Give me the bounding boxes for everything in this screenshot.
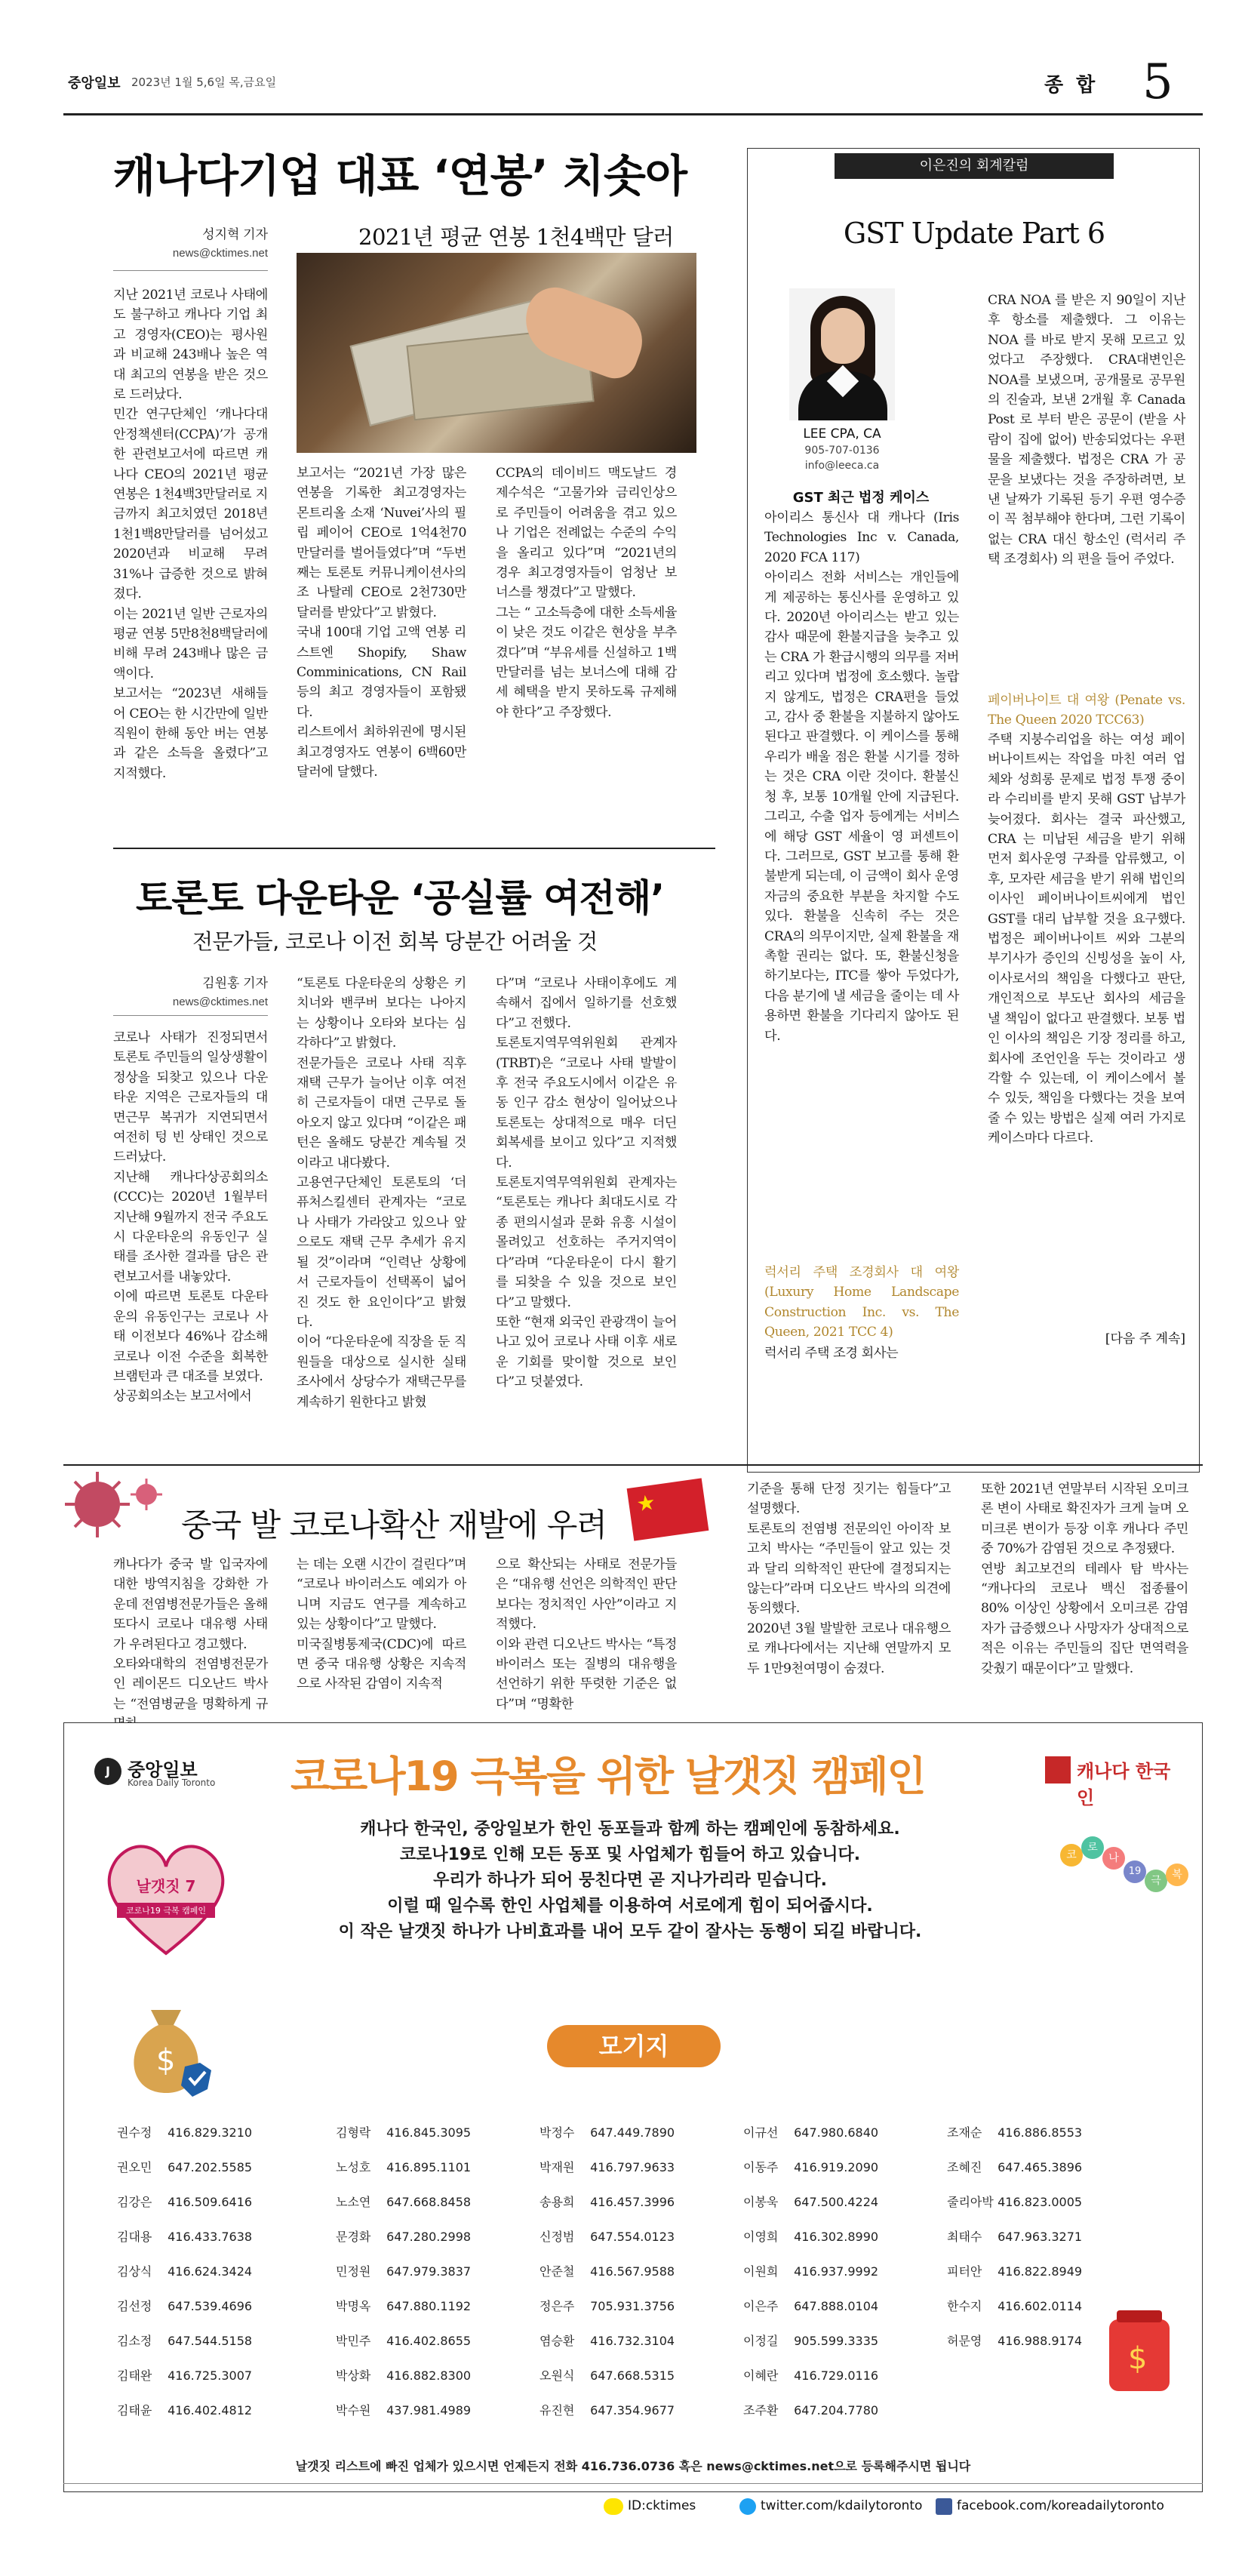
donor-phone: 647.668.8458 xyxy=(386,2195,472,2209)
donor-phone: 647.204.7780 xyxy=(794,2403,879,2418)
svg-text:$: $ xyxy=(1128,2341,1148,2376)
donor-name: 박상화 xyxy=(336,2368,371,2383)
donor-name: 이원희 xyxy=(743,2264,779,2279)
donor-entry xyxy=(743,2227,878,2245)
donor-entry xyxy=(117,2401,252,2418)
donor-phone: 416.602.0114 xyxy=(998,2299,1083,2313)
donor-entry xyxy=(947,2297,1082,2314)
donor-phone: 416.302.8990 xyxy=(794,2230,879,2244)
donor-phone: 416.919.2090 xyxy=(794,2160,879,2174)
side-char: 나 xyxy=(1102,1847,1125,1870)
ad-logo-mark: J xyxy=(94,1758,121,1785)
donor-name: 이봉욱 xyxy=(743,2195,779,2209)
article2-byline-rule xyxy=(113,1015,268,1016)
donor-name: 권수정 xyxy=(117,2125,152,2140)
svg-text:$: $ xyxy=(156,2043,176,2078)
donor-name: 안준철 xyxy=(540,2264,575,2279)
donor-phone: 416.732.3104 xyxy=(590,2334,675,2348)
donor-name: 조주환 xyxy=(743,2403,779,2418)
donor-entry xyxy=(117,2297,252,2314)
donor-entry xyxy=(947,2123,1082,2141)
china-flag-icon xyxy=(627,1478,709,1540)
donor-phone: 647.544.5158 xyxy=(168,2334,253,2348)
donor-name: 박정수 xyxy=(540,2125,575,2140)
donor-phone: 647.202.5585 xyxy=(168,2160,253,2174)
case3-title: 페이버나이트 대 여왕 (Penate vs. The Queen 2020 TCC63) xyxy=(988,693,1185,728)
byline-name: 성지혁 기자 xyxy=(202,227,268,242)
ad-logo-sub: Korea Daily Toronto xyxy=(128,1777,216,1788)
author-phone: 905-707-0136 xyxy=(804,445,880,457)
donor-phone: 705.931.3756 xyxy=(590,2299,675,2313)
campaign-line: 캐나다 한국인, 중앙일보가 한인 동포들과 함께 하는 캠페인에 동참하세요. xyxy=(360,1820,900,1839)
donor-name: 유진현 xyxy=(540,2403,575,2418)
donor-entry xyxy=(947,2158,1082,2175)
facebook-icon xyxy=(936,2498,952,2515)
author-face xyxy=(821,308,865,364)
flag-star: ★ xyxy=(635,1489,657,1517)
campaign-line: 이 작은 날갯짓 하나가 나비효과를 내어 모두 같이 잘사는 동행이 되길 바랍니다. xyxy=(338,1922,922,1941)
twitter-link[interactable]: twitter.com/kdailytoronto xyxy=(761,2498,923,2513)
article1-column-1: 지난 2021년 코로나 사태에도 불구하고 캐나다 기업 최고 경영자(CEO)는 평사원과 비교해 243배나 높은 역대 최고의 연봉을 받은 것으로 드러났다. 민간 연구단체인 ‘캐나다대안정책센터(CCPA)’가 공개한 관련보고서에 따르면 캐나다 CEO의 2021년 평균 연봉은 1천4백3만달러로 지금까지 최고치였던 2018년 1천1백8만달러를 넘어섰고 2020년과 비교해 무려 31%나 급증한 것으로 밝혀졌다. 이는 2021년 일반 근로자의 평균 연봉 5만8천8백달러에 비해 무려 243배나 많은 금액이다. 보고서는 “2023년 새해들어 CEO는 한 시간만에 일반 직원이 한해 동안 버는 연봉과 같은 소득을 올렸다”고 지적했다. xyxy=(113,288,268,781)
campaign-line: 우리가 하나가 되어 뭉친다면 곧 지나가리라 믿습니다. xyxy=(433,1871,827,1890)
donor-phone: 416.433.7638 xyxy=(168,2230,253,2244)
partner-mark xyxy=(1045,1756,1071,1784)
twitter-icon xyxy=(739,2498,756,2515)
masthead xyxy=(63,54,1197,110)
donor-phone: 647.880.1192 xyxy=(386,2299,472,2313)
donor-entry xyxy=(540,2401,675,2418)
donor-phone: 416.988.9174 xyxy=(998,2334,1083,2348)
donor-name: 한수지 xyxy=(947,2299,982,2313)
column-tag: 이은진의 회계칼럼 xyxy=(835,153,1114,179)
article1-byline xyxy=(113,225,268,263)
donor-entry xyxy=(540,2227,675,2245)
heart-badge xyxy=(91,1821,241,1965)
donor-phone: 647.449.7890 xyxy=(590,2125,675,2140)
donor-name: 염승환 xyxy=(540,2334,575,2348)
donor-entry xyxy=(947,2262,1082,2279)
donor-entry xyxy=(947,2227,1082,2245)
donor-phone: 416.725.3007 xyxy=(168,2368,253,2383)
donor-entry xyxy=(540,2158,675,2175)
donor-entry xyxy=(540,2193,675,2210)
footer-rule xyxy=(63,2483,1203,2484)
article3-column-1: 캐나다가 중국 발 입국자에 대한 방역지침을 강화한 가운데 전염병전문가들은 올해 또다시 코로나 대유행 사태가 우려된다고 경고했다. 오타와대학의 전염병전문가인 레이몬드 디오난드 박사는 “전염병균을 명확하게 규 xyxy=(113,1557,268,1712)
article3-headline: 중국 발 코로나확산 재발에 우려 xyxy=(181,1507,607,1543)
donor-name: 송용희 xyxy=(540,2195,575,2209)
donor-name: 이혜란 xyxy=(743,2368,779,2383)
donor-name: 노성호 xyxy=(336,2160,371,2174)
donor-phone: 647.500.4224 xyxy=(794,2195,879,2209)
donor-phone: 647.465.3896 xyxy=(998,2160,1083,2174)
donor-name: 김소정 xyxy=(117,2334,152,2348)
donor-name: 최태수 xyxy=(947,2230,982,2244)
donor-name: 민정원 xyxy=(336,2264,371,2279)
ad-logo xyxy=(94,1753,268,1799)
article2-column-2: “토론토 다운타운의 상황은 키치너와 밴쿠버 보다는 나아지는 상황이나 오타와 보다는 심각하다”고 밝혔다. 전문가들은 코로나 사태 직후 재택 근무가 늘어난 이후 여전히 근로자들이 대면 근무로 돌아오지 않고 있다며 “이같은 패턴은 올해도 당분간 계속될 것이라고 내다봤다. 고용연구단체인 토론토의 ‘더 퓨처스킬센터 관계자는 “코로나 사태가 가라앉고 있으나 앞으로도 재택 근무 추세가 유지될 것”이라며 “인력난 상황에서 근로자들이 선택폭이 넓어진 것도 한 요인이다”고 밝혔다. 이어 “다운타운에 직장을 둔 직원들을 대상으로 실시한 실태조사에서 상당수가 재택근무를 계속하기 원한다고 밝혔 xyxy=(297,976,466,1410)
column-col2-text: CRA NOA 를 받은 지 90일이 지난 후 항소를 제출했다. 그 이유는 NOA 를 바로 받지 못해 모르고 있었다고 주장했다. CRA대변인은 NOA를 보냈으며, 공개물로 공무원의 진술과, 보낸 2개월 후 Canada Post 로 부터 받은 공문이 (받을 사람이 집에 없어) 반송되었다는 우편물을 제출했다. 법정은 CRA 가 공문을 보냈다는 것을 주장하려면, 보낸 날짜가 기록된 등기 우편 영수증이 꼭 첨부해야 한다며, 그런 기록이 없는 CRA 대신 항소인 (럭서리 주택 조경회사) 의 편을 들어 주었다. xyxy=(988,293,1185,568)
article1-column-2: 보고서는 “2021년 가장 많은 연봉을 기록한 최고경영자는 몬트리올 소재 ‘Nuvei’사의 필립 페이어 CEO로 1억4천70만달러를 벌어들였다”며 “두번째는 토론토 커뮤니케이션사의 조 나탈레 CEO로 2천730만달러를 받았다”고 밝혔다. 국내 100대 기업 고액 연봉 리스트엔 Shopify, Shaw Comminications, CN Rail등의 최고 경영자들이 포함됐다. 리스트에서 최하위권에 명시된 최고경영자도 연봉이 6백60만달러에 달했다. xyxy=(297,466,466,780)
column-col1-text: 아이리스 통신사 대 캐나다 (Iris Technologies Inc v. Canada, 2020 FCA 117) 아이리스 전화 서비스는 개인들에게 제공하는 통신사를 운영하고 있다. 2020년 아이리스는 받고 있는 감사 때문에 환불지급을 늦추고 있는 CRA 가 환급시행의 의무를 저버리고 있다며 법정에 호소했다. 놀랍지 않게도, 법정은 CRA편을 들었고, 감사 중 환불을 지불하지 않아도 된다고 판결했다. 이 케이스를 통해 우리가 배울 점은 환불 시기를 정하는 것은 CRA 이란 것이다. 환불신청 후, 보통 10개월 안에 지급된다. 그리고, 수출 업자 등에게는 서비스에 해당 GST 세율이 영 퍼센트이다. 그러므로, GST 보고를 통해 환불받게 되는데, 이 금액이 회사 운영 자금의 중요한 부분을 차지할 수도 있다. 환불을 신속히 주는 것은 CRA의 의무이지만, 실제 환불을 재촉할 권리는 없다. 또, 환불신청을 하기보다는, ITC를 쌓아 두었다가, 다음 분기에 낼 세금을 줄이는 데 사용하면 환불을 기다리지 않아도 된다. xyxy=(764,510,959,1044)
donor-phone: 416.402.8655 xyxy=(386,2334,472,2348)
donor-name: 신정범 xyxy=(540,2230,575,2244)
article1-photo xyxy=(297,253,696,453)
donor-entry xyxy=(743,2123,878,2141)
side-char: 극 xyxy=(1145,1870,1167,1892)
donor-phone: 416.509.6416 xyxy=(168,2195,253,2209)
donor-phone: 647.354.9677 xyxy=(590,2403,675,2418)
article3-column-3: 으로 확산되는 사태로 전문가들은 “대유행 선언은 의학적인 판단보다는 정치적인 사안”이라고 지적했다. 이와 관련 디오난드 박사는 “특정 바이러스 또는 질병의 대유행을 선언하기 위한 뚜렷한 기준은 없다”며 “명확한 xyxy=(496,1557,677,1712)
donor-name: 조재순 xyxy=(947,2125,982,2140)
donor-phone: 647.539.4696 xyxy=(168,2299,253,2313)
donor-phone: 647.980.6840 xyxy=(794,2125,879,2140)
donor-phone: 416.829.3210 xyxy=(168,2125,253,2140)
donor-phone: 647.668.5315 xyxy=(590,2368,675,2383)
donor-name: 이은주 xyxy=(743,2299,779,2313)
side-char: 복 xyxy=(1166,1864,1188,1886)
side-char: 로 xyxy=(1081,1836,1104,1859)
donor-entry xyxy=(117,2158,252,2175)
virus-illustration xyxy=(63,1468,169,1551)
article2-headline: 토론토 다운타운 ‘공실률 여전해’ xyxy=(136,876,665,920)
donor-name: 김태완 xyxy=(117,2368,152,2383)
case2-title: 럭서리 주택 조경회사 대 여왕 (Luxury Home Landscape Construction Inc. vs. The Queen, 2021 TCC 4) xyxy=(764,1265,959,1340)
column-col2-tail: 주택 지붕수리업을 하는 여성 페이버나이트씨는 작업을 마친 여러 업체와 성희롱 문제로 법정 투쟁 중이라 수리비를 받지 못해 GST 납부가 늦어졌다. 회사는 결국 파산했고, CRA 는 미납된 세금을 받기 위해 먼저 회사운영 구좌를 압류했고, 이후, 모자란 세금을 받기 위해 법인의 이사인 페이버나이트씨에게 법인GST를 대리 납부할 것을 요구했다. 법정은 페이버나이트 씨와 그분의 부기사가 증인의 신빙성을 높이 사, 이사로서의 책임을 다했다고 판단, 개인적으로 부도난 회사의 세금을 낼 책임이 없다고 판결했다. 보통 법인 이사의 책임은 기장 정리를 하고, 회사에 조언인을 두는 것이라고 생각할 수 있는데, 이 케이스에서 볼 수 있듯, 책임을 다했다는 것을 보여 줄 수 있는 방법은 실제 여러 가지로 케이스마다 다르다. xyxy=(988,732,1185,1146)
article1-subhead: 2021년 평균 연봉 1천4백만 달러 xyxy=(358,224,674,250)
donor-phone: 416.895.1101 xyxy=(386,2160,472,2174)
campaign-line: 이럴 때 일수록 한인 사업체를 이용하여 서로에게 힘이 되어줍시다. xyxy=(387,1897,873,1916)
byline-email: news@cktimes.net xyxy=(172,247,268,260)
campaign-footer-note: 날갯짓 리스트에 빠진 업체가 있으시면 언제든지 전화 416.736.0736 혹은 news@cktimes.net으로 등록해주시면 됩니다 xyxy=(295,2459,971,2473)
donor-entry xyxy=(336,2158,471,2175)
page-number: 5 xyxy=(1142,54,1173,110)
article2-column-3: 다”며 “코로나 사태이후에도 계속해서 집에서 일하기를 선호했다”고 전했다. 토론토지역무역위원회 관계자(TRBT)은 “코로나 사태 발발이후 전국 주요도시에서 이같은 유동 인구 감소 현상이 일어났으나 토론토는 상대적으로 매우 더딘 회복세를 보이고 있다”고 지적했다. 토론토지역무역위원회 관계자는 “토론토는 캐나다 최대도시로 각종 편의시설과 문화 유흥 시설이 몰려있고 선호하는 주거지역이다”라며 “다운타운이 다시 활기를 되찾을 수 있을 것으로 보인다”고 말했다. 또한 “현재 외국인 관광객이 늘어나고 있어 코로나 사태 이후 새로운 기회를 맞이할 것으로 보인다”고 덧붙였다. xyxy=(496,976,677,1390)
case-title: GST 최근 법정 케이스 xyxy=(792,490,930,506)
donor-phone: 905.599.3335 xyxy=(794,2334,879,2348)
donor-entry xyxy=(540,2123,675,2141)
donor-entry xyxy=(336,2401,471,2418)
kakao-icon xyxy=(604,2498,623,2515)
article2-column-1: 코로나 사태가 진정되면서 토론토 주민들의 일상생활이 정상을 되찾고 있으나 다운타운 지역은 근로자들의 대면근무 복귀가 지연되면서 여전히 텅 빈 상태인 것으로 드러났다. 지난해 캐나다상공회의소(CCC)는 2020년 1월부터 지난해 9월까지 전국 주요도시 다운타운의 유동인구 실태를 조사한 결과를 담은 관련보고서를 내놓았다. 이에 따르면 토론토 다운타운의 유동인구는 코로나 사태 이전보다 46%나 감소해 코로나 이전 수준을 회복한 브램턴과 큰 대조를 보였다. 상공회의소는 보고서에서 xyxy=(113,1030,268,1405)
donor-entry xyxy=(117,2193,252,2210)
donor-name: 박명옥 xyxy=(336,2299,371,2313)
donor-name: 노소연 xyxy=(336,2195,371,2209)
donor-entry xyxy=(336,2331,471,2349)
column-box xyxy=(747,148,1200,1473)
donor-name: 정은주 xyxy=(540,2299,575,2313)
partner-name: 캐나다 한국인 xyxy=(1077,1761,1171,1808)
masthead-date: 2023년 1월 5,6일 목,금요일 xyxy=(131,75,277,89)
section-name: 종 합 xyxy=(1044,74,1099,97)
donor-phone: 416.567.9588 xyxy=(590,2264,675,2279)
donor-name: 박재원 xyxy=(540,2160,575,2174)
donor-entry xyxy=(117,2331,252,2349)
donor-name: 김선정 xyxy=(117,2299,152,2313)
donor-name: 줄리아박 xyxy=(947,2195,994,2209)
donor-name: 허문영 xyxy=(947,2334,982,2348)
donor-name: 이영희 xyxy=(743,2230,779,2244)
donor-entry xyxy=(336,2123,471,2141)
badge-label: 날갯짓 7 xyxy=(136,1877,196,1895)
donor-phone: 416.402.4812 xyxy=(168,2403,253,2418)
donor-name: 김대용 xyxy=(117,2230,152,2244)
column-col1-tail: 럭서리 주택 조경 회사는 xyxy=(764,1346,899,1361)
side-char: 19 xyxy=(1124,1860,1146,1883)
donor-entry xyxy=(743,2193,878,2210)
donor-phone: 416.729.0116 xyxy=(794,2368,879,2383)
author-photo xyxy=(789,288,895,420)
donor-name: 김형락 xyxy=(336,2125,371,2140)
byline-email: news@cktimes.net xyxy=(172,996,268,1008)
donor-entry xyxy=(743,2331,878,2349)
donor-entry xyxy=(336,2366,471,2384)
donor-entry xyxy=(947,2193,1082,2210)
campaign-line: 코로나19로 인해 모든 동포 및 사업체가 힘들어 하고 있습니다. xyxy=(399,1845,861,1864)
donor-phone: 416.937.9992 xyxy=(794,2264,879,2279)
donor-phone: 416.624.3424 xyxy=(168,2264,253,2279)
partner-logo xyxy=(1045,1752,1173,1808)
article1-column-3: CCPA의 데이비드 맥도날드 경제수석은 “고물가와 금리인상으로 주민들이 어려움을 겪고 있으나 기업은 전례없는 수준의 수익을 올리고 있다”며 “2021년의 경우 최고경영자들이 엄청난 보너스를 챙겼다”고 말했다. 그는 “ 고소득층에 대한 소득세율이 낮은 것도 이같은 현상을 부추겼다”며 “부유세를 신설하고 1백만달러를 넘는 보너스에 대해 감세 혜택을 받지 못하도록 규제해야 한다”고 주장했다. xyxy=(496,466,677,720)
byline-name: 김원홍 기자 xyxy=(202,976,268,990)
donor-phone: 437.981.4989 xyxy=(386,2403,472,2418)
social-bar xyxy=(604,2492,1207,2522)
facebook-link[interactable]: facebook.com/koreadailytoronto xyxy=(957,2498,1164,2513)
article1-byline-rule xyxy=(113,270,268,271)
donation-title: 모기지 xyxy=(547,2025,721,2067)
article2-bottom-rule xyxy=(63,1464,1203,1466)
campaign-ad xyxy=(63,1722,1203,2492)
donor-name: 문경화 xyxy=(336,2230,371,2244)
article1-headline: 캐나다기업 대표 ‘연봉’ 치솟아 xyxy=(113,150,687,202)
money-jar-icon xyxy=(1098,2297,1181,2395)
kakao-id[interactable]: ID:cktimes xyxy=(628,2498,696,2513)
column-continued: [다음 주 계속] xyxy=(1105,1331,1185,1346)
donor-phone: 647.963.3271 xyxy=(998,2230,1083,2244)
article3-column-4: 기준을 통해 단정 짓기는 힘들다”고 설명했다. 토론토의 전염병 전문의인 아이작 보고치 박사는 “주민들이 앞고 있는 것과 달리 의학적인 판단에 결정되지는 않는다”라며 디오난드 박사의 의견에 동의했다. 2020년 3월 발발한 코로나 대유행으로 캐나다에서는 지난해 연말까지 모두 1만9천여명이 숨졌다. xyxy=(747,1482,951,1676)
donor-entry xyxy=(117,2366,252,2384)
ad-logo-name: 중앙일보 xyxy=(128,1759,198,1780)
donor-entry xyxy=(117,2227,252,2245)
donor-name: 박수원 xyxy=(336,2403,371,2418)
side-char: 코 xyxy=(1060,1844,1083,1867)
donor-entry xyxy=(743,2297,878,2314)
donor-name: 이규선 xyxy=(743,2125,779,2140)
article2-byline xyxy=(113,974,268,1011)
article3-column-2: 는 데는 오랜 시간이 걸린다”며 “코로나 바이러스도 예외가 아니며 지금도 연구를 계속하고 있는 상황이다”고 말했다. 미국질병통제국(CDC)에 따르면 중국 대유행 상황은 지속적으로 사작된 감염이 지속적 xyxy=(297,1557,466,1692)
author-email: info@leeca.ca xyxy=(804,460,880,472)
donor-entry xyxy=(336,2297,471,2314)
donor-entry xyxy=(947,2331,1082,2349)
donor-entry xyxy=(743,2366,878,2384)
money-bag-icon xyxy=(117,1995,215,2101)
donor-name: 김상식 xyxy=(117,2264,152,2279)
donor-name: 이동주 xyxy=(743,2160,779,2174)
article1-bottom-rule xyxy=(113,848,715,849)
donor-entry xyxy=(743,2401,878,2418)
campaign-message xyxy=(290,1817,970,1945)
donor-phone: 416.882.8300 xyxy=(386,2368,472,2383)
article3-column-5: 또한 2021년 연말부터 시작된 오미크론 변이 사태로 확진자가 크게 늘며 오미크론 변이가 등장 이후 캐나다 주민 중 70%가 감염된 것으로 추정됐다. 연방 최고보건의 테레사 탐 박사는 “캐나다의 코로나 백신 접종률이 80% 이상인 상황에서 오미크론 감염자가 급증했으나 사망자가 상대적으로 적은 이유는 주민들의 집단 면역력을 갖췄기 때문이다”고 말했다. xyxy=(981,1482,1188,1676)
donor-entry xyxy=(117,2123,252,2141)
masthead-paper-name: 중앙일보 xyxy=(68,75,121,91)
donor-phone: 416.886.8553 xyxy=(998,2125,1083,2140)
donor-phone: 647.280.2998 xyxy=(386,2230,472,2244)
donor-entry xyxy=(540,2331,675,2349)
donor-entry xyxy=(117,2262,252,2279)
donor-phone: 416.457.3996 xyxy=(590,2195,675,2209)
donor-entry xyxy=(540,2366,675,2384)
donor-entry xyxy=(336,2193,471,2210)
donor-phone: 416.822.8949 xyxy=(998,2264,1083,2279)
donor-name: 오원식 xyxy=(540,2368,575,2383)
badge-sublabel: 코로나19 극복 캠페인 xyxy=(117,1903,215,1918)
donor-entry xyxy=(540,2297,675,2314)
article2-subhead: 전문가들, 코로나 이전 회복 당분간 어려울 것 xyxy=(192,929,598,954)
donor-phone: 647.554.0123 xyxy=(590,2230,675,2244)
donor-phone: 416.823.0005 xyxy=(998,2195,1083,2209)
donor-name: 김태윤 xyxy=(117,2403,152,2418)
column-title: GST Update Part 6 xyxy=(843,217,1105,250)
donor-name: 권오민 xyxy=(117,2160,152,2174)
donor-entry xyxy=(743,2262,878,2279)
side-chars xyxy=(1060,1836,1188,1912)
donor-phone: 416.845.3095 xyxy=(386,2125,472,2140)
donor-name: 피터안 xyxy=(947,2264,982,2279)
campaign-title: 코로나19 극복을 위한 날갯짓 캠페인 xyxy=(290,1753,925,1800)
donor-name: 이정길 xyxy=(743,2334,779,2348)
donor-entry xyxy=(540,2262,675,2279)
donor-phone: 647.979.3837 xyxy=(386,2264,472,2279)
author-name: LEE CPA, CA xyxy=(803,426,881,442)
donor-phone: 416.797.9633 xyxy=(590,2160,675,2174)
masthead-rule xyxy=(63,113,1203,115)
donor-name: 조혜진 xyxy=(947,2160,982,2174)
donor-phone: 647.888.0104 xyxy=(794,2299,879,2313)
donor-entry xyxy=(336,2227,471,2245)
donor-entry xyxy=(336,2262,471,2279)
donor-name: 김강은 xyxy=(117,2195,152,2209)
donor-name: 박민주 xyxy=(336,2334,371,2348)
donor-entry xyxy=(743,2158,878,2175)
